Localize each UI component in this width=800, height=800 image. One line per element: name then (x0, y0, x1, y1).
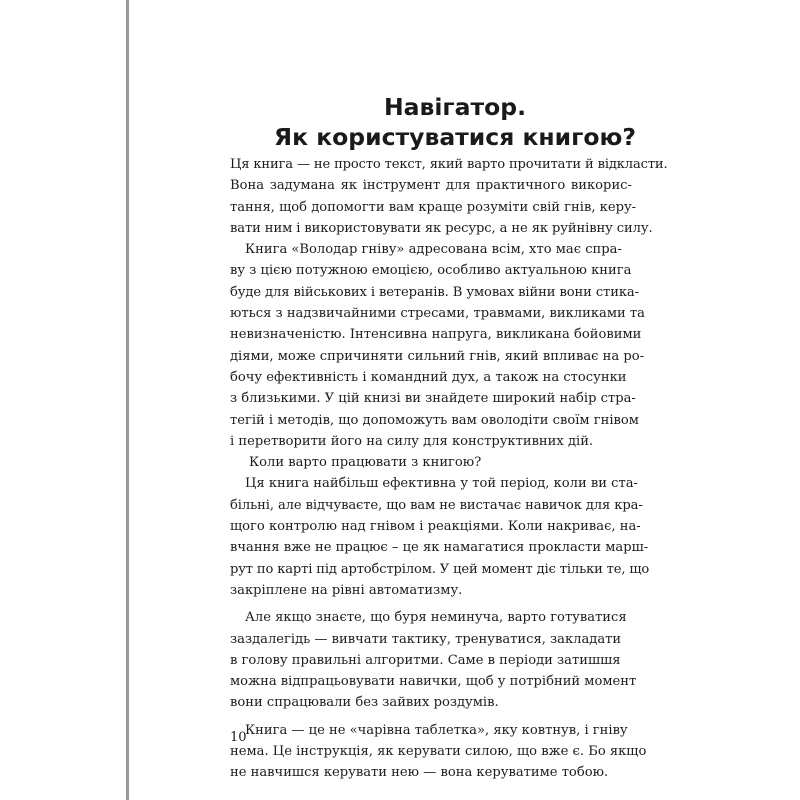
text-line: рут по карті під артобстрілом. У цей момент діє тільки те, що (230, 561, 650, 577)
text-line: буде для військових і ветеранів. В умовах війни вони стика- (230, 284, 639, 300)
text-line: тання, щоб допомогти вам краще розуміти свій гнів, керу- (230, 199, 637, 215)
section-subheading: Коли варто працювати з книгою? (249, 455, 482, 471)
text-line: Книга «Володар гніву» адресована всім, хто має спра- (245, 242, 622, 258)
text-line: бочу ефективність і командний дух, а також на стосунки (230, 369, 627, 385)
text-line: більні, але відчуваєте, що вам не вистачає навичок для кра- (230, 497, 643, 513)
body-text (230, 154, 668, 784)
text-line: закріплене на рівні автоматизму. (230, 582, 463, 598)
text-line: тегій і методів, що допоможуть вам оволодіти своїм гнівом (230, 412, 639, 428)
text-line: можна відпрацьовувати навички, щоб у потрібний момент (230, 674, 637, 690)
text-line: невизначеністю. Інтенсивна напруга, викликана бойовими (230, 327, 642, 343)
text-line: ються з надзвичайними стресами, травмами, викликами та (230, 306, 645, 322)
text-line: Але якщо знаєте, що буря неминуча, варто готуватися (245, 610, 627, 626)
chapter-title-line-1: Навігатор. (383, 93, 527, 121)
text-line: нема. Це інструкція, як керувати силою, що вже є. Бо якщо (230, 744, 647, 760)
text-line: з близькими. У цій книзі ви знайдете широкий набір стра- (230, 391, 636, 407)
text-line: щого контролю над гнівом і реакціями. Коли накриває, на- (230, 519, 641, 535)
text-line: заздалегідь — вивчати тактику, тренуватися, закладати (230, 631, 622, 647)
text-line: і перетворити його на силу для конструктивних дій. (230, 433, 594, 449)
text-line: в голову правильні алгоритми. Саме в періоди затишшя (230, 652, 621, 668)
text-line: ву з цією потужною емоцією, особливо актуальною книга (230, 263, 632, 279)
text-line: вчання вже не працює – це як намагатися прокласти марш- (230, 540, 649, 556)
chapter-title (230, 92, 680, 152)
text-line: вати ним і використовувати як ресурс, а не як руйнівну силу. (230, 220, 653, 236)
chapter-title-line-2: Як користуватися книгою? (273, 123, 637, 151)
text-line: не навчишся керувати нею — вона керуватиме тобою. (230, 765, 609, 781)
book-spine-edge (126, 0, 129, 800)
text-line: Вона задумана як інструмент для практичного викорис- (230, 178, 632, 194)
text-line: діями, може спричиняти сильний гнів, який впливає на ро- (230, 348, 645, 364)
page-number: 10 (230, 730, 247, 745)
text-line: Книга — це не «чарівна таблетка», яку ковтнув, і гніву (245, 722, 628, 738)
text-line: вони спрацювали без зайвих роздумів. (230, 695, 499, 711)
text-line: Ця книга — не просто текст, який варто прочитати й відкласти. (230, 157, 668, 172)
text-line: Ця книга найбільш ефективна у той період, коли ви ста- (245, 476, 638, 492)
